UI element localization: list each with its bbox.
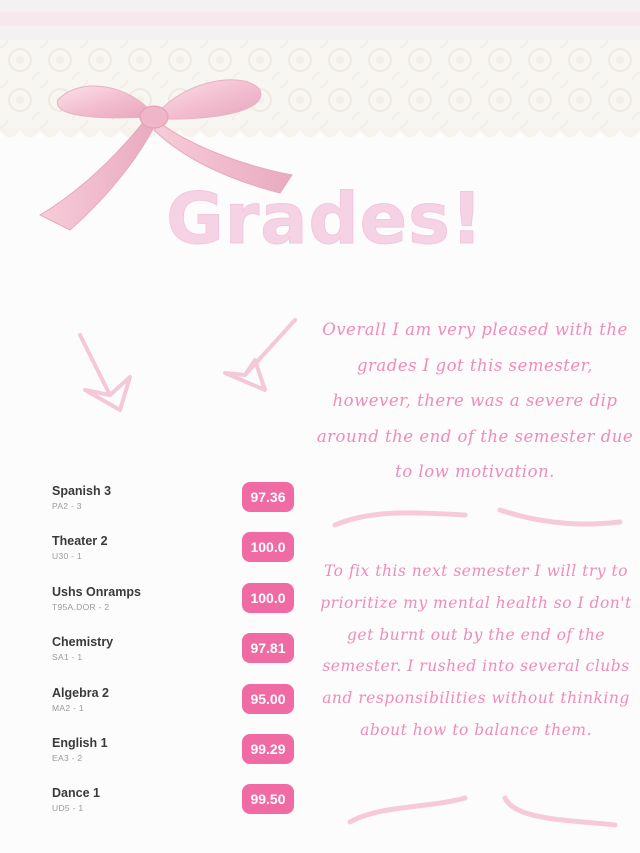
course-code: PA2 - 3 [52,501,82,511]
course-code: UD5 - 1 [52,803,84,814]
course-name: Chemistry [52,635,114,650]
arrow-down-icons [60,305,320,435]
course-name: Theater 2 [52,534,108,549]
grade-badge: 97.81 [242,633,294,663]
grade-badge: 100.0 [242,532,294,562]
grade-badge: 97.36 [242,482,294,512]
plan-paragraph: To fix this next semester I will try to prioritize my mental health so I don't get burnt out by the end of the semester. I rushed into several clubs and responsibilities without thinking about how to balance them. [320,562,632,739]
course-code: T95A.DOR - 2 [52,601,110,612]
course-name: English 1 [52,735,108,750]
grade-badge: 100.0 [242,583,294,613]
list-item [40,631,310,681]
course-name: Algebra 2 [52,685,109,700]
grades-list [40,480,310,833]
course-code: SA1 - 1 [52,652,83,663]
grade-badge: 99.29 [242,734,294,764]
list-item [40,480,310,530]
grade-badge: 99.50 [242,784,294,814]
page-title: Grades! [166,178,484,260]
reflection-paragraph: Overall I am very pleased with the grades I got this semester, however, there was a severe dip around the end of the semester due to low motivation. [316,320,634,481]
course-code: U30 - 1 [52,551,82,562]
course-code: MA2 - 1 [52,702,84,713]
list-item [40,732,310,782]
course-name: Dance 1 [52,786,100,801]
squiggle-divider [330,500,630,540]
list-item [40,782,310,832]
list-item [40,682,310,732]
course-name: Ushs Onramps [52,584,141,599]
list-item [40,581,310,631]
squiggle-divider [340,790,630,835]
grade-badge: 95.00 [242,684,294,714]
arrow-down-left-icon [80,335,110,395]
list-item [40,530,310,580]
course-name: Spanish 3 [52,484,112,498]
course-code: EA3 - 2 [52,752,83,763]
